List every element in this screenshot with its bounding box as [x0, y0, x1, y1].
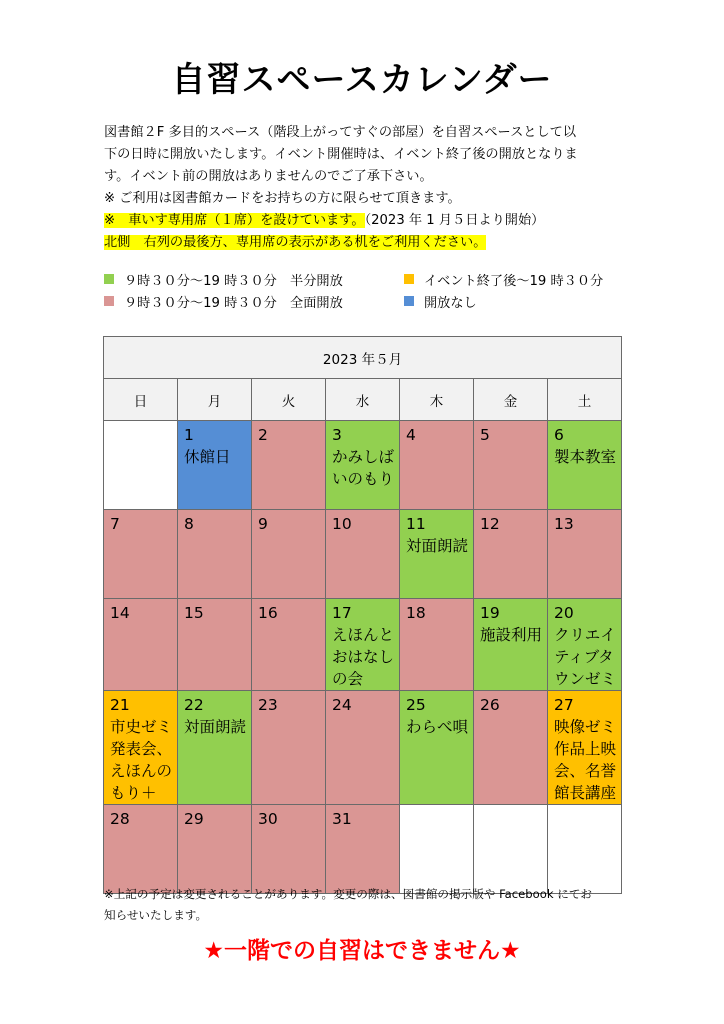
day-number: 24 — [332, 696, 352, 714]
calendar-day-cell — [474, 510, 548, 599]
day-event: クリエイ ティブタ ウンゼミ — [554, 626, 617, 688]
day-number: 18 — [406, 604, 426, 622]
intro-line: ※ ご利用は図書館カードをお持ちの方に限らせて頂きます。 — [104, 191, 461, 206]
day-number: 25 — [406, 696, 426, 714]
calendar-day-cell — [400, 599, 474, 691]
day-number: 7 — [110, 515, 120, 533]
day-number: 16 — [258, 604, 278, 622]
weekday-header-row — [104, 379, 622, 421]
calendar-week-row — [104, 421, 622, 510]
day-event: 休館日 — [184, 448, 231, 466]
day-number: 9 — [258, 515, 268, 533]
day-number: 2 — [258, 426, 268, 444]
day-event: 製本教室 — [554, 448, 617, 466]
day-number: 13 — [554, 515, 574, 533]
weekday-header: 日 — [104, 379, 178, 421]
calendar-day-cell — [252, 805, 326, 894]
day-number: 11 — [406, 515, 426, 533]
footnote — [104, 884, 624, 926]
day-number: 8 — [184, 515, 194, 533]
wheelchair-seat-location: 北側 右列の最後方、専用席の表示がある机をご利用ください。 — [104, 235, 487, 250]
calendar-day-cell — [252, 421, 326, 510]
calendar-day-cell — [548, 691, 622, 805]
calendar-day-cell — [548, 510, 622, 599]
day-number: 27 — [554, 696, 574, 714]
legend-item-closed — [404, 293, 477, 315]
weekday-header: 水 — [326, 379, 400, 421]
page-title: 自習スペースカレンダー — [171, 60, 553, 100]
day-number: 22 — [184, 696, 204, 714]
calendar-day-cell — [104, 510, 178, 599]
day-number: 17 — [332, 604, 352, 622]
day-number: 5 — [480, 426, 490, 444]
calendar-week-row — [104, 691, 622, 805]
day-number: 20 — [554, 604, 574, 622]
pink-square-icon — [104, 296, 114, 306]
calendar-week-row — [104, 599, 622, 691]
day-event: 施設利用 — [480, 626, 543, 644]
day-number: 26 — [480, 696, 500, 714]
legend-item-half — [104, 271, 343, 293]
day-event: かみしば いのもり — [332, 448, 395, 488]
calendar-day-cell — [178, 805, 252, 894]
intro-line: 下の日時に開放いたします。イベント開催時は、イベント終了後の開放となりま — [104, 147, 578, 162]
weekday-header: 火 — [252, 379, 326, 421]
green-square-icon — [104, 274, 114, 284]
day-number: 6 — [554, 426, 564, 444]
calendar-week-row — [104, 805, 622, 894]
day-event: 対面朗読 — [184, 718, 247, 736]
calendar-day-cell — [252, 510, 326, 599]
calendar-day-cell — [178, 691, 252, 805]
day-number: 15 — [184, 604, 204, 622]
weekday-header: 金 — [474, 379, 548, 421]
day-number: 14 — [110, 604, 130, 622]
calendar-day-cell — [104, 691, 178, 805]
day-number: 12 — [480, 515, 500, 533]
orange-square-icon — [404, 274, 414, 284]
calendar-day-cell — [326, 599, 400, 691]
no-study-first-floor-warning: ★一階での自習はできません★ — [203, 938, 521, 964]
calendar-day-cell — [474, 805, 548, 894]
legend-label: イベント終了後～19 時３０分 — [424, 274, 604, 289]
day-event: 対面朗読 — [406, 537, 469, 555]
calendar-day-cell — [104, 805, 178, 894]
calendar-day-cell — [178, 421, 252, 510]
legend-item-after-event — [404, 271, 603, 293]
calendar-day-cell — [252, 599, 326, 691]
weekday-header: 土 — [548, 379, 622, 421]
calendar-day-cell — [178, 510, 252, 599]
calendar-day-cell — [326, 691, 400, 805]
calendar-day-cell — [400, 691, 474, 805]
calendar-day-cell — [178, 599, 252, 691]
intro-text — [104, 122, 624, 254]
calendar-month: 2023 年５月 — [104, 337, 622, 379]
day-number: 23 — [258, 696, 278, 714]
calendar-day-cell — [474, 421, 548, 510]
footnote-line: 知らせいたします。 — [104, 908, 208, 922]
day-event: わらべ唄 — [406, 718, 469, 736]
calendar-table — [103, 336, 622, 894]
legend-label: ９時３０分～19 時３０分 全面開放 — [124, 296, 343, 311]
day-event: 映像ゼミ 作品上映 会、名誉 館長講座 — [554, 718, 617, 802]
day-number: 21 — [110, 696, 130, 714]
calendar-day-cell — [326, 510, 400, 599]
wheelchair-notice: ※ 車いす専用席（１席）を設けています。 — [104, 213, 365, 228]
intro-line: す。イベント前の開放はありませんのでご了承下さい。 — [104, 169, 433, 184]
footnote-line: ※上記の予定は変更されることがあります。変更の際は、図書館の掲示版や Facebook にてお — [104, 887, 593, 901]
calendar-day-cell — [400, 805, 474, 894]
calendar-day-cell — [548, 421, 622, 510]
day-number: 28 — [110, 810, 130, 828]
calendar-day-cell — [400, 421, 474, 510]
weekday-header: 木 — [400, 379, 474, 421]
day-event: えほんと おはなし の会 — [332, 626, 395, 688]
weekday-header: 月 — [178, 379, 252, 421]
calendar-day-cell — [474, 691, 548, 805]
blue-square-icon — [404, 296, 414, 306]
calendar-day-cell — [548, 805, 622, 894]
calendar-week-row — [104, 510, 622, 599]
calendar-day-cell — [326, 421, 400, 510]
wheelchair-start-date: （2023 年 1 月５日より開始） — [364, 213, 545, 228]
day-number: 19 — [480, 604, 500, 622]
intro-line — [104, 210, 624, 232]
calendar-day-cell — [326, 805, 400, 894]
legend-label: 開放なし — [424, 296, 477, 311]
legend-item-full — [104, 293, 343, 315]
day-number: 31 — [332, 810, 352, 828]
intro-line: 図書館２F 多目的スペース（階段上がってすぐの部屋）を自習スペースとして以 — [104, 125, 577, 140]
day-event: 市史ゼミ 発表会、 えほんの もり＋ — [110, 718, 173, 802]
day-number: 1 — [184, 426, 194, 444]
calendar-day-cell — [104, 421, 178, 510]
day-number: 3 — [332, 426, 342, 444]
day-number: 29 — [184, 810, 204, 828]
intro-line — [104, 232, 624, 254]
legend-label: ９時３０分～19 時３０分 半分開放 — [124, 274, 343, 289]
calendar-day-cell — [474, 599, 548, 691]
calendar-day-cell — [548, 599, 622, 691]
calendar-day-cell — [400, 510, 474, 599]
day-number: 4 — [406, 426, 416, 444]
calendar-day-cell — [104, 599, 178, 691]
calendar-day-cell — [252, 691, 326, 805]
day-number: 30 — [258, 810, 278, 828]
day-number: 10 — [332, 515, 352, 533]
